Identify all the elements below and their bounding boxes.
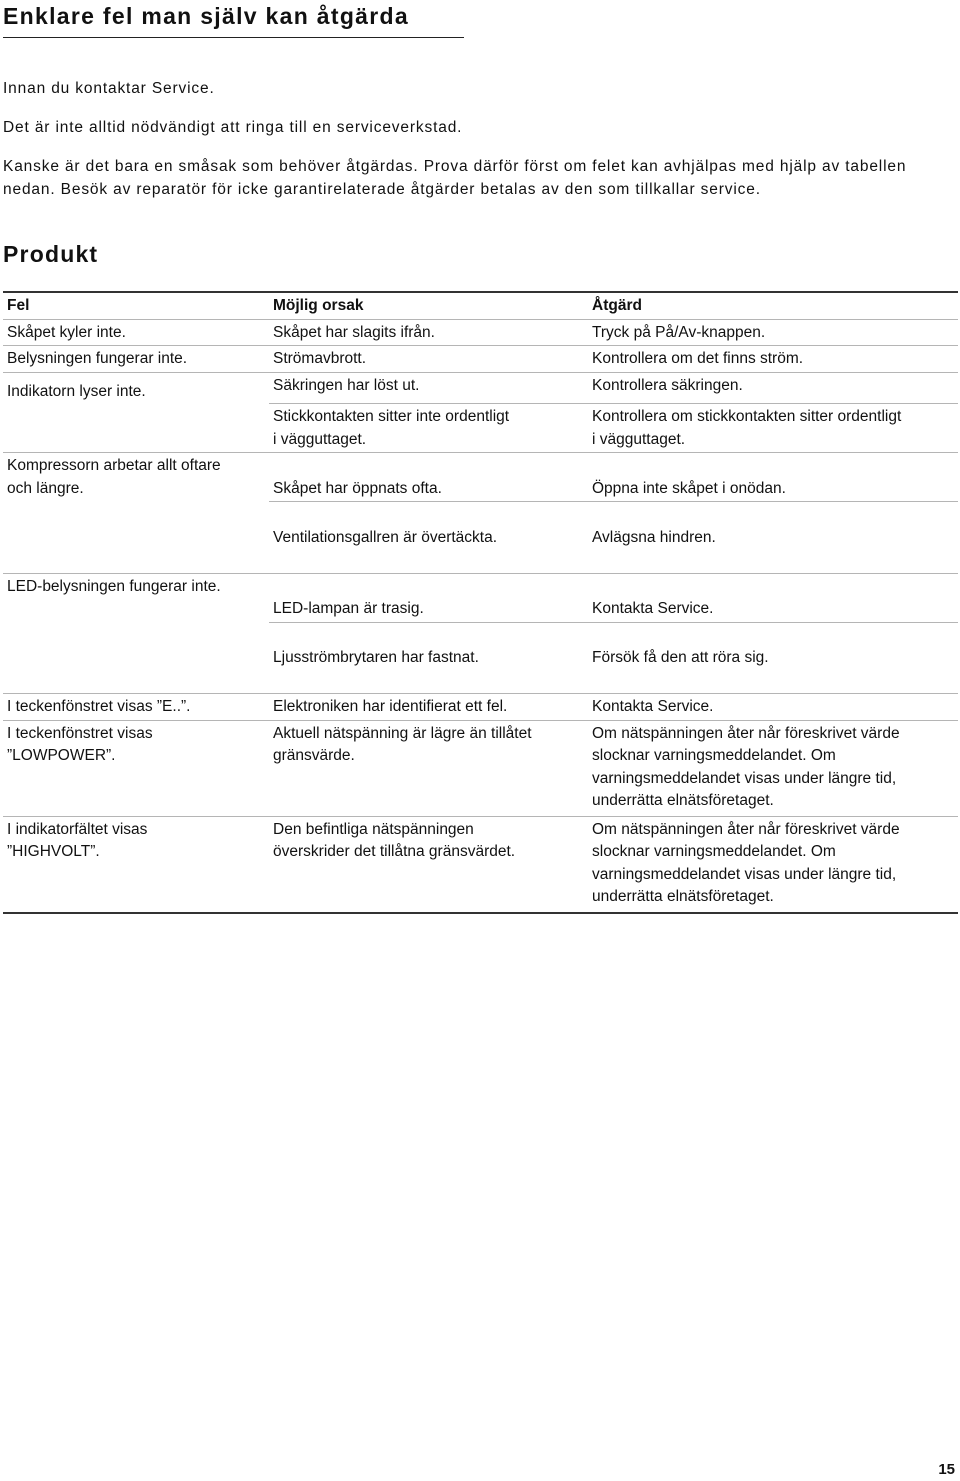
- cause-cell: Stickkontakten sitter inte ordentligt i vägguttaget.: [273, 408, 510, 448]
- fault-cell: Kompressorn arbetar allt oftare och längre.: [7, 457, 221, 497]
- cause-line: Skåpet har öppnats ofta.: [269, 476, 588, 503]
- action-line: Kontakta Service.: [588, 596, 958, 623]
- table-row: [3, 721, 958, 817]
- cause-cell: Elektroniken har identifierat ett fel.: [273, 698, 508, 715]
- fault-cell: Skåpet kyler inte.: [7, 323, 126, 341]
- action-cell: [588, 453, 958, 573]
- intro-paragraph: Innan du kontaktar Service.: [3, 80, 215, 97]
- action-cell: Kontakta Service.: [592, 698, 714, 715]
- fault-cell: I teckenfönstret visas ”LOWPOWER”.: [7, 724, 153, 764]
- table-row: [3, 320, 958, 347]
- fault-cell: I teckenfönstret visas ”E..”.: [7, 698, 191, 715]
- fault-cell: LED-belysningen fungerar inte.: [7, 577, 221, 595]
- section-title: Produkt: [3, 241, 99, 267]
- fault-cell: Indikatorn lyser inte.: [7, 382, 146, 400]
- troubleshooting-table: [3, 291, 958, 914]
- cause-line: Ljusströmbrytaren har fastnat.: [273, 649, 479, 666]
- table-row: [3, 404, 958, 453]
- action-cell: Kontrollera om det finns ström.: [592, 350, 804, 367]
- table-row: [3, 346, 958, 373]
- page-title: Enklare fel man själv kan åtgärda: [3, 3, 464, 38]
- cause-line: LED-lampan är trasig.: [269, 596, 588, 623]
- cause-cell: Aktuell nätspänning är lägre än tillåtet gränsvärde.: [273, 724, 532, 764]
- table-row: [3, 373, 958, 405]
- action-cell: Om nätspänningen åter når föreskrivet värde slocknar varningsmeddelandet. Om varningsmeddelandet visas under längre tid, underrätta elnätsföretaget.: [592, 820, 900, 905]
- intro-text: [3, 77, 943, 217]
- fault-cell: I indikatorfältet visas ”HIGHVOLT”.: [7, 820, 148, 860]
- table-row: [3, 574, 958, 694]
- table-row: [3, 694, 958, 721]
- cause-cell: Säkringen har löst ut.: [269, 373, 588, 405]
- action-cell: [588, 574, 958, 694]
- cause-cell: Strömavbrott.: [273, 350, 367, 367]
- table-row: [3, 817, 958, 914]
- intro-paragraph: Det är inte alltid nödvändigt att ringa till en serviceverkstad.: [3, 119, 463, 136]
- action-line: Öppna inte skåpet i onödan.: [588, 476, 958, 503]
- action-cell: Kontrollera om stickkontakten sitter ordentligt i vägguttaget.: [592, 408, 902, 448]
- fault-cell: Belysningen fungerar inte.: [7, 350, 188, 367]
- cause-line: Ventilationsgallren är övertäckta.: [273, 528, 498, 546]
- intro-paragraph: Kanske är det bara en småsak som behöver åtgärdas. Prova därför först om felet kan avhjälpas med hjälp av tabellen nedan. Besök av reparatör för icke garantirelaterade åtgärder betalas av den som tillkallar service.: [3, 158, 907, 198]
- action-line: Försök få den att röra sig.: [592, 649, 769, 666]
- action-line: Avlägsna hindren.: [592, 528, 716, 546]
- action-cell: Kontrollera säkringen.: [588, 373, 958, 405]
- header-atgard: Åtgärd: [592, 297, 642, 314]
- table-row: [3, 453, 958, 573]
- cause-cell: [269, 453, 588, 573]
- fault-cell: [3, 404, 269, 452]
- action-cell: Tryck på På/Av-knappen.: [592, 323, 766, 341]
- header-mojlig-orsak: Möjlig orsak: [273, 297, 364, 314]
- page-number: 15: [938, 1461, 955, 1478]
- table-header-row: [3, 293, 958, 320]
- cause-cell: Den befintliga nätspänningen överskrider det tillåtna gränsvärdet.: [273, 820, 516, 860]
- action-cell: Om nätspänningen åter når föreskrivet värde slocknar varningsmeddelandet. Om varningsmeddelandet visas under längre tid, underrätta elnätsföretaget.: [592, 724, 900, 809]
- cause-cell: [269, 574, 588, 694]
- header-fel: Fel: [7, 297, 30, 314]
- cause-cell: Skåpet har slagits ifrån.: [273, 323, 435, 341]
